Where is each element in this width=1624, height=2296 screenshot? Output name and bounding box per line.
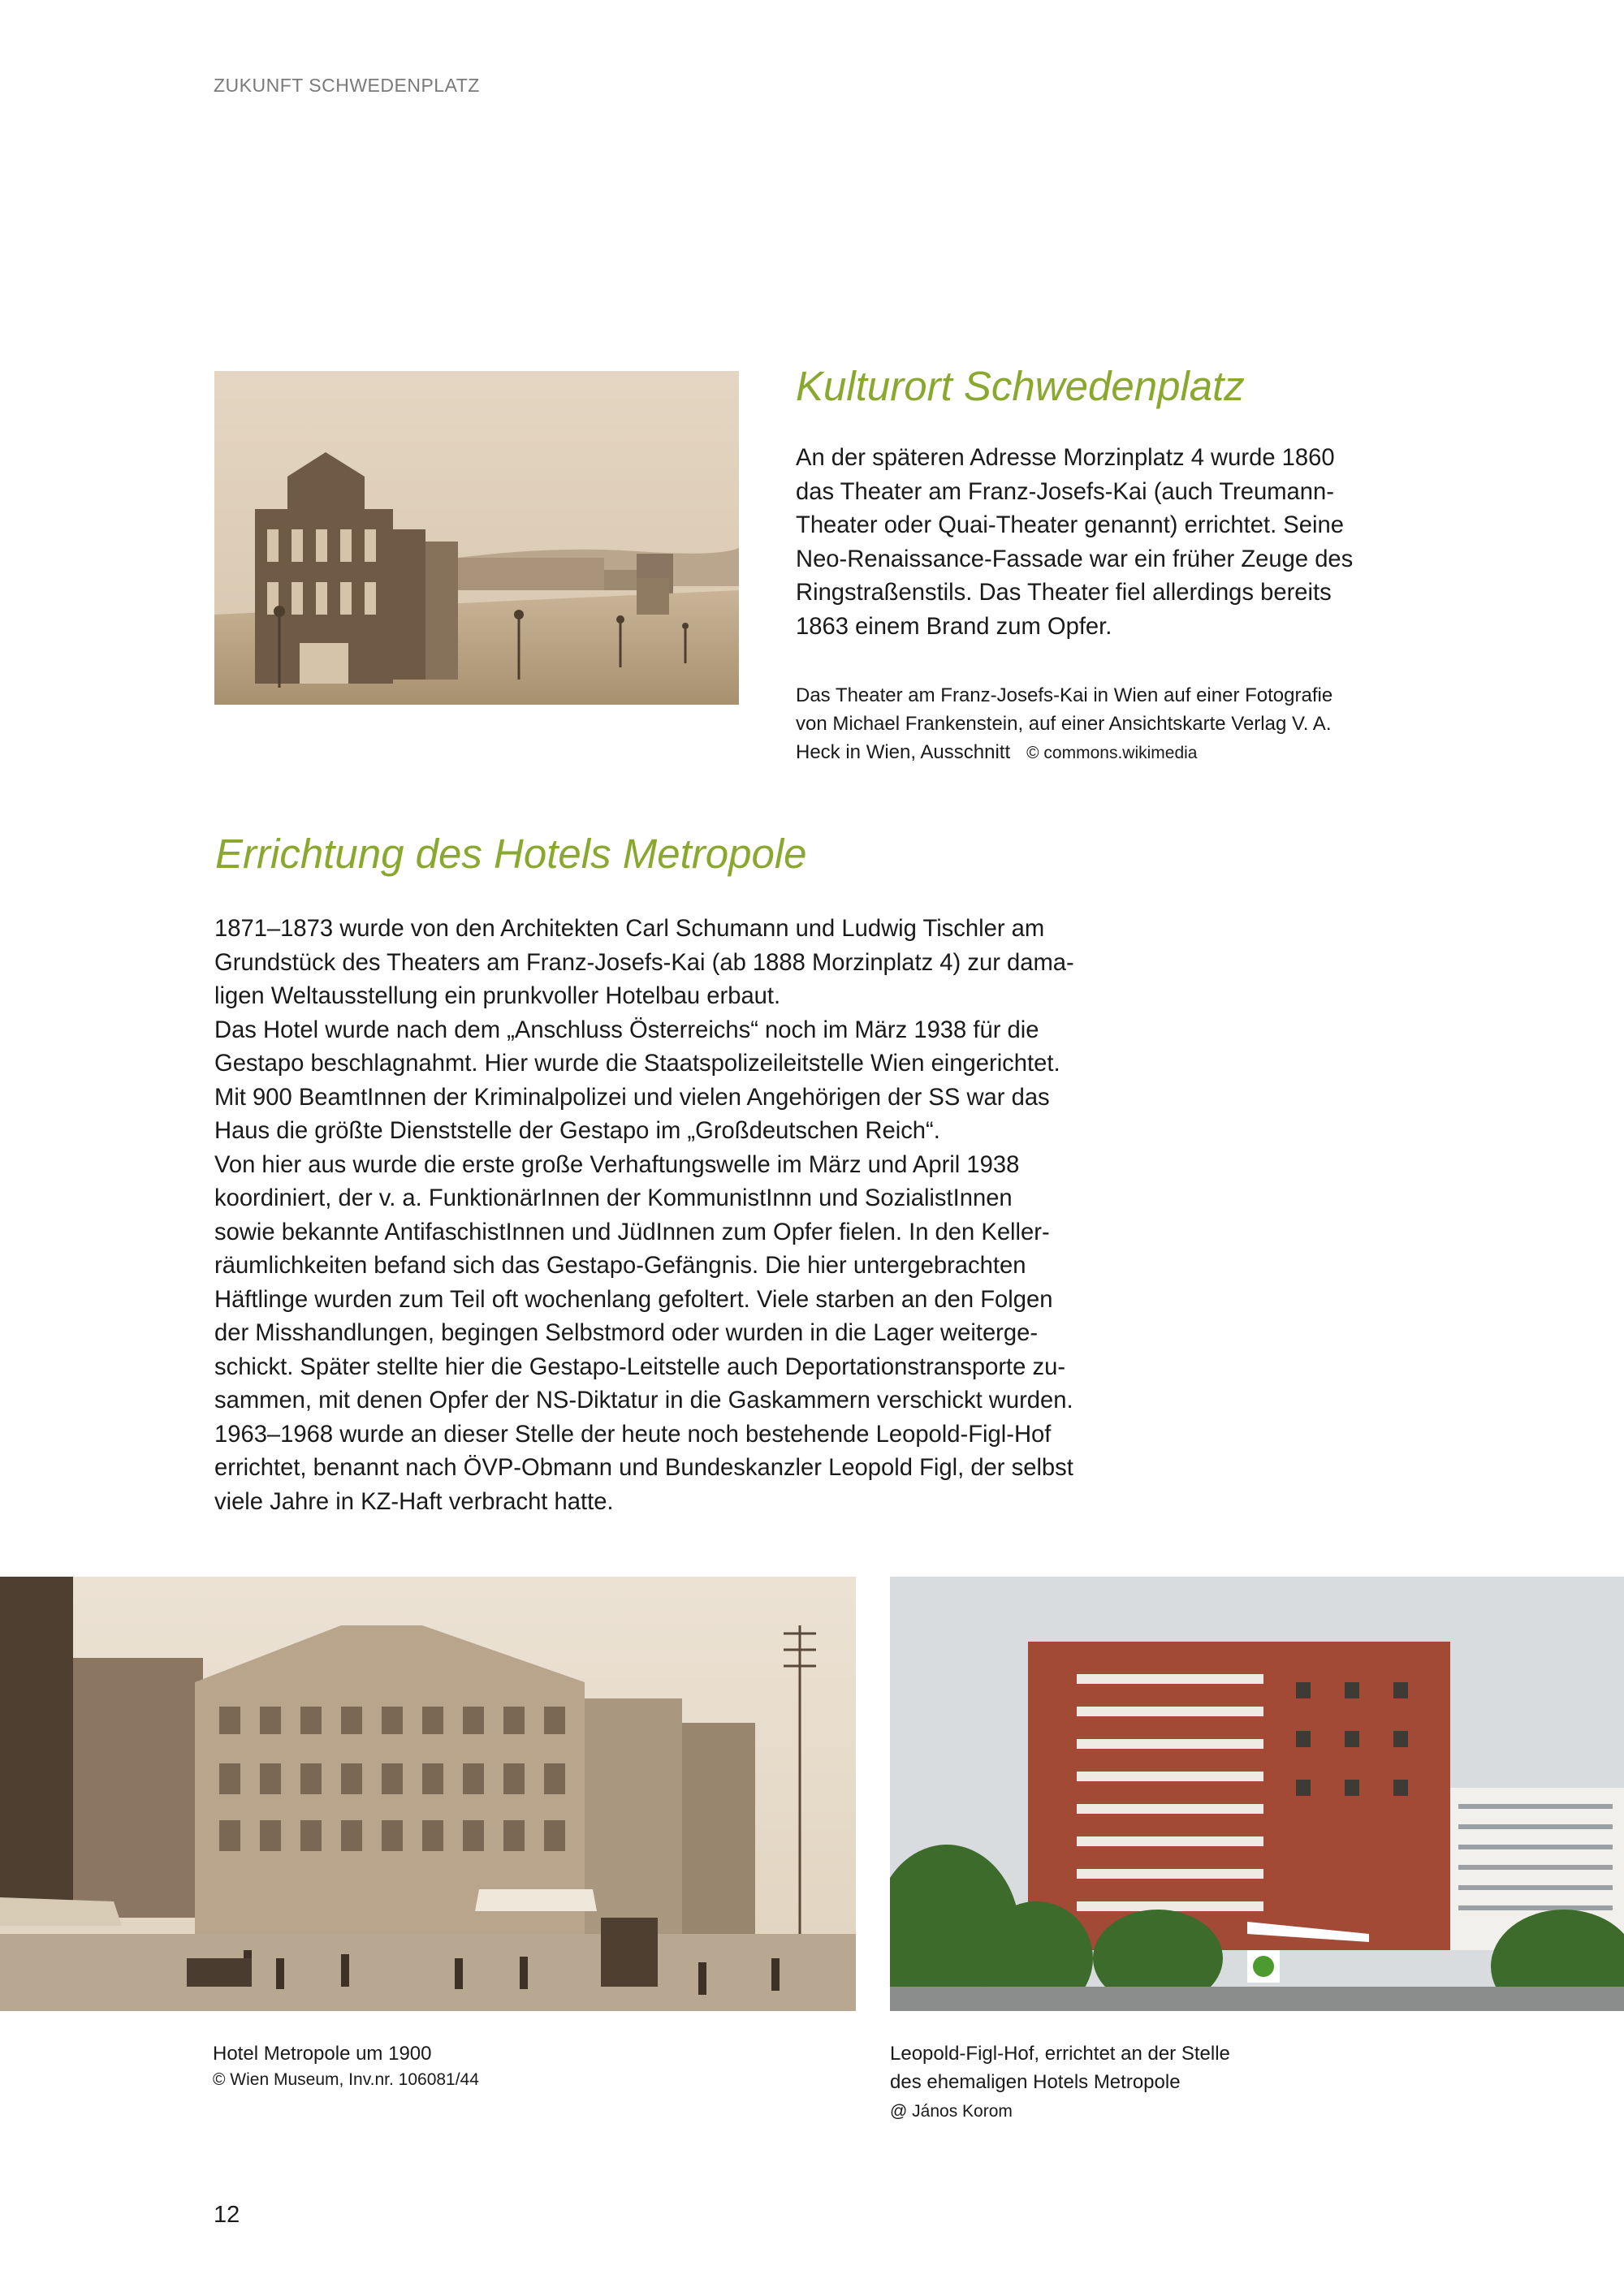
text-line: Das Hotel wurde nach dem „Anschluss Österreichs“ noch im März 1938 für die [214, 1016, 1039, 1043]
text-line: Haus die größte Dienststelle der Gestapo im „Großdeutschen Reich“. [214, 1118, 940, 1144]
theater-photo [214, 371, 739, 705]
hotel-metropole-photo [0, 1577, 856, 2011]
text-line: Ringstraßenstils. Das Theater fiel allerdings bereits [796, 580, 1332, 606]
text-line: 1863 einem Brand zum Opfer. [796, 613, 1112, 640]
text-line: 1871–1873 wurde von den Architekten Carl Schumann und Ludwig Tischler am [214, 916, 1045, 942]
text-line: ligen Weltausstellung ein prunkvoller Hotelbau erbaut. [214, 983, 781, 1009]
text-line: sowie bekannte AntifaschistInnen und JüdInnen zum Opfer fielen. In den Keller- [214, 1219, 1050, 1245]
metropole-heading: Errichtung des Hotels Metropole [215, 831, 807, 877]
metropole-photo-caption [213, 2039, 781, 2092]
caption-line: Das Theater am Franz-Josefs-Kai in Wien auf einer Fotografie [796, 684, 1333, 706]
text-line: viele Jahre in KZ-Haft verbracht hatte. [214, 1488, 614, 1515]
caption-line: Hotel Metropole um 1900 [213, 2043, 432, 2065]
text-line: räumlichkeiten befand sich das Gestapo-Gefängnis. Die hier untergebrachten [214, 1253, 1026, 1279]
text-line: das Theater am Franz-Josefs-Kai (auch Treumann- [796, 478, 1334, 505]
text-line: Grundstück des Theaters am Franz-Josefs-Kai (ab 1888 Morzinplatz 4) zur dama- [214, 949, 1074, 976]
kulturort-paragraph [796, 442, 1413, 644]
photo-credit: © Wien Museum, Inv.nr. 106081/44 [213, 2070, 479, 2089]
caption-line: Leopold-Figl-Hof, errichtet an der Stelle [890, 2043, 1230, 2065]
text-line: Mit 900 BeamtInnen der Kriminalpolizei und vielen Angehörigen der SS war das [214, 1084, 1050, 1111]
text-line: Von hier aus wurde die erste große Verhaftungswelle im März und April 1938 [214, 1151, 1020, 1178]
text-line: errichtet, benannt nach ÖVP-Obmann und Bundeskanzler Leopold Figl, der selbst [214, 1455, 1073, 1481]
figlhof-photo-caption [890, 2039, 1540, 2127]
caption-line-text: Heck in Wien, Ausschnitt [796, 741, 1011, 763]
caption-line: des ehemaligen Hotels Metropole [890, 2071, 1181, 2093]
text-line: Theater oder Quai-Theater genannt) errichtet. Seine [796, 512, 1344, 538]
caption-line [796, 738, 1413, 767]
text-line: sammen, mit denen Opfer der NS-Diktatur in die Gaskammern verschickt wurden. [214, 1388, 1073, 1413]
text-line: Neo-Renaissance-Fassade war ein früher Zeuge des [796, 546, 1354, 572]
text-line: 1963–1968 wurde an dieser Stelle der heute noch bestehende Leopold-Figl-Hof [214, 1421, 1052, 1448]
running-header: ZUKUNFT SCHWEDENPLATZ [214, 75, 480, 96]
caption-line: von Michael Frankenstein, auf einer Ansichtskarte Verlag V. A. [796, 713, 1332, 735]
text-line: An der späteren Adresse Morzinplatz 4 wurde 1860 [796, 445, 1335, 471]
text-line: der Misshandlungen, begingen Selbstmord oder wurden in die Lager weiterge- [214, 1320, 1039, 1346]
text-line: koordiniert, der v. a. FunktionärInnen der KommunistInnn und SozialistInnen [214, 1185, 1013, 1211]
photo-credit: @ János Korom [890, 2102, 1013, 2121]
text-line: schickt. Später stellte hier die Gestapo-Leitstelle auch Deportationstransporte zu- [214, 1353, 1066, 1380]
photo-credit: © commons.wikimedia [1026, 744, 1198, 762]
page-number: 12 [214, 2202, 240, 2228]
leopold-figl-hof-photo [890, 1577, 1624, 2011]
theater-photo-caption [796, 681, 1413, 767]
metropole-paragraph [214, 913, 1148, 1519]
kulturort-heading: Kulturort Schwedenplatz [796, 363, 1245, 409]
text-line: Gestapo beschlagnahmt. Hier wurde die Staatspolizeileitstelle Wien eingerichtet. [214, 1051, 1060, 1077]
text-line: Häftlinge wurden zum Teil oft wochenlang gefoltert. Viele starben an den Folgen [214, 1286, 1053, 1313]
